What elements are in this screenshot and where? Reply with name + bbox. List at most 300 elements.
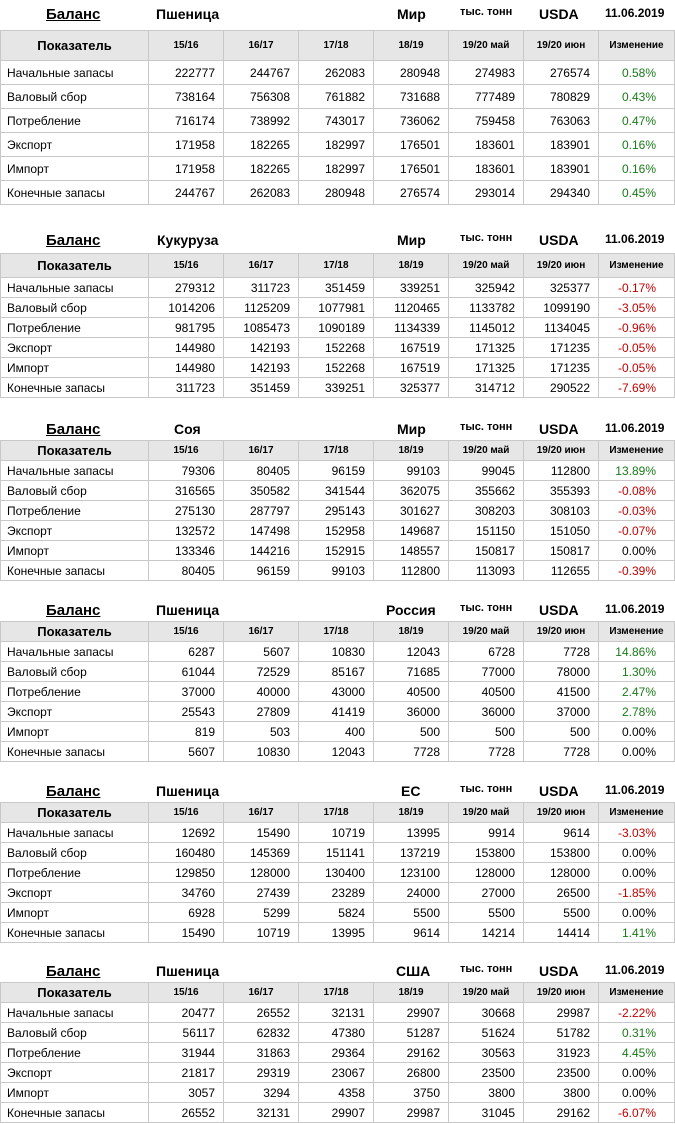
change-cell: -0.96% [599, 318, 675, 338]
value-cell: 80405 [149, 561, 224, 581]
balance-table [0, 982, 675, 1123]
value-cell: 182997 [299, 157, 374, 181]
source-label: USDA [539, 602, 579, 618]
value-cell: 31923 [524, 1043, 599, 1063]
value-cell: 294340 [524, 181, 599, 205]
value-cell: 280948 [299, 181, 374, 205]
column-header: 19/20 июн [524, 983, 599, 1003]
row-label: Конечные запасы [1, 1103, 149, 1123]
column-header: 18/19 [374, 803, 449, 823]
value-cell: 222777 [149, 61, 224, 85]
change-cell: -6.07% [599, 1103, 675, 1123]
crop-label: Пшеница [156, 6, 220, 22]
balance-label: Баланс [46, 783, 101, 800]
balance-label: Баланс [46, 6, 101, 23]
value-cell: 24000 [374, 883, 449, 903]
table-row [1, 1083, 675, 1103]
table-row [1, 109, 675, 133]
value-cell: 41419 [299, 702, 374, 722]
value-cell: 85167 [299, 662, 374, 682]
value-cell: 1014206 [149, 298, 224, 318]
table-header-row [1, 622, 675, 642]
change-cell: 2.78% [599, 702, 675, 722]
table-row [1, 461, 675, 481]
table-row [1, 157, 675, 181]
change-cell: 0.00% [599, 863, 675, 883]
change-cell: 1.41% [599, 923, 675, 943]
value-cell: 150817 [449, 541, 524, 561]
units-label: тыс. тонн [460, 963, 513, 975]
row-label: Валовый сбор [1, 843, 149, 863]
value-cell: 29364 [299, 1043, 374, 1063]
value-cell: 40000 [224, 682, 299, 702]
change-header: Изменение [599, 31, 675, 61]
column-header: 15/16 [149, 31, 224, 61]
column-header: 19/20 май [449, 983, 524, 1003]
row-label: Импорт [1, 541, 149, 561]
region-label: США [396, 963, 431, 979]
value-cell: 23067 [299, 1063, 374, 1083]
value-cell: 13995 [374, 823, 449, 843]
balance-label: Баланс [46, 602, 101, 619]
table-row [1, 1023, 675, 1043]
table-row [1, 133, 675, 157]
row-label: Потребление [1, 682, 149, 702]
change-cell: 0.16% [599, 157, 675, 181]
value-cell: 79306 [149, 461, 224, 481]
value-cell: 27439 [224, 883, 299, 903]
value-cell: 36000 [374, 702, 449, 722]
table-row [1, 642, 675, 662]
value-cell: 731688 [374, 85, 449, 109]
column-header: 17/18 [299, 254, 374, 278]
row-label: Потребление [1, 501, 149, 521]
value-cell: 129850 [149, 863, 224, 883]
value-cell: 262083 [299, 61, 374, 85]
column-header: 16/17 [224, 622, 299, 642]
balance-table [0, 30, 675, 205]
value-cell: 7728 [524, 742, 599, 762]
value-cell: 128000 [449, 863, 524, 883]
column-header: 19/20 май [449, 31, 524, 61]
value-cell: 77000 [449, 662, 524, 682]
value-cell: 1085473 [224, 318, 299, 338]
value-cell: 7728 [374, 742, 449, 762]
value-cell: 244767 [224, 61, 299, 85]
value-cell: 26800 [374, 1063, 449, 1083]
value-cell: 153800 [449, 843, 524, 863]
value-cell: 6728 [449, 642, 524, 662]
date-label: 11.06.2019 [605, 232, 665, 246]
value-cell: 1077981 [299, 298, 374, 318]
value-cell: 339251 [299, 378, 374, 398]
value-cell: 99103 [374, 461, 449, 481]
value-cell: 132572 [149, 521, 224, 541]
column-header: 15/16 [149, 983, 224, 1003]
crop-label: Соя [174, 421, 201, 437]
value-cell: 96159 [299, 461, 374, 481]
column-header: 17/18 [299, 803, 374, 823]
row-label: Импорт [1, 358, 149, 378]
value-cell: 152958 [299, 521, 374, 541]
value-cell: 295143 [299, 501, 374, 521]
value-cell: 3800 [524, 1083, 599, 1103]
value-cell: 41500 [524, 682, 599, 702]
value-cell: 72529 [224, 662, 299, 682]
value-cell: 171325 [449, 358, 524, 378]
value-cell: 3750 [374, 1083, 449, 1103]
balance-table [0, 253, 675, 398]
source-label: USDA [539, 421, 579, 437]
source-label: USDA [539, 783, 579, 799]
table-row [1, 903, 675, 923]
table-row [1, 501, 675, 521]
value-cell: 503 [224, 722, 299, 742]
table-header-row [1, 254, 675, 278]
value-cell: 182997 [299, 133, 374, 157]
region-label: ЕС [401, 783, 421, 799]
value-cell: 339251 [374, 278, 449, 298]
row-label: Начальные запасы [1, 278, 149, 298]
table-row [1, 61, 675, 85]
change-cell: -0.05% [599, 338, 675, 358]
units-label: тыс. тонн [460, 232, 513, 244]
value-cell: 262083 [224, 181, 299, 205]
value-cell: 7728 [449, 742, 524, 762]
value-cell: 7728 [524, 642, 599, 662]
value-cell: 1134045 [524, 318, 599, 338]
column-header: 17/18 [299, 441, 374, 461]
row-label: Экспорт [1, 521, 149, 541]
value-cell: 51624 [449, 1023, 524, 1043]
row-label: Начальные запасы [1, 823, 149, 843]
value-cell: 14414 [524, 923, 599, 943]
column-header: 16/17 [224, 983, 299, 1003]
change-header: Изменение [599, 803, 675, 823]
value-cell: 149687 [374, 521, 449, 541]
value-cell: 10830 [224, 742, 299, 762]
balance-label: Баланс [46, 232, 101, 249]
change-cell: -1.85% [599, 883, 675, 903]
value-cell: 819 [149, 722, 224, 742]
value-cell: 6928 [149, 903, 224, 923]
region-label: Мир [397, 6, 426, 22]
value-cell: 325942 [449, 278, 524, 298]
value-cell: 128000 [224, 863, 299, 883]
value-cell: 133346 [149, 541, 224, 561]
value-cell: 40500 [449, 682, 524, 702]
table-header-row [1, 441, 675, 461]
indicator-header: Показатель [1, 254, 149, 278]
value-cell: 151141 [299, 843, 374, 863]
value-cell: 151150 [449, 521, 524, 541]
value-cell: 27809 [224, 702, 299, 722]
row-label: Конечные запасы [1, 561, 149, 581]
value-cell: 1145012 [449, 318, 524, 338]
row-label: Начальные запасы [1, 642, 149, 662]
value-cell: 153800 [524, 843, 599, 863]
value-cell: 738992 [224, 109, 299, 133]
value-cell: 15490 [224, 823, 299, 843]
column-header: 19/20 июн [524, 441, 599, 461]
value-cell: 351459 [224, 378, 299, 398]
column-header: 19/20 май [449, 441, 524, 461]
value-cell: 144980 [149, 338, 224, 358]
value-cell: 3800 [449, 1083, 524, 1103]
value-cell: 183901 [524, 157, 599, 181]
column-header: 19/20 май [449, 254, 524, 278]
value-cell: 152268 [299, 358, 374, 378]
value-cell: 9614 [374, 923, 449, 943]
balance-table [0, 621, 675, 762]
row-label: Импорт [1, 157, 149, 181]
value-cell: 350582 [224, 481, 299, 501]
value-cell: 32131 [299, 1003, 374, 1023]
value-cell: 355393 [524, 481, 599, 501]
value-cell: 301627 [374, 501, 449, 521]
value-cell: 5607 [149, 742, 224, 762]
value-cell: 80405 [224, 461, 299, 481]
column-header: 19/20 июн [524, 803, 599, 823]
value-cell: 142193 [224, 338, 299, 358]
table-row [1, 722, 675, 742]
value-cell: 34760 [149, 883, 224, 903]
row-label: Импорт [1, 722, 149, 742]
row-label: Валовый сбор [1, 481, 149, 501]
change-cell: 0.58% [599, 61, 675, 85]
value-cell: 763063 [524, 109, 599, 133]
value-cell: 12043 [299, 742, 374, 762]
value-cell: 21817 [149, 1063, 224, 1083]
change-cell: 0.47% [599, 109, 675, 133]
region-label: Россия [386, 602, 436, 618]
value-cell: 5824 [299, 903, 374, 923]
value-cell: 29987 [374, 1103, 449, 1123]
value-cell: 171325 [449, 338, 524, 358]
value-cell: 137219 [374, 843, 449, 863]
table-row [1, 481, 675, 501]
value-cell: 5299 [224, 903, 299, 923]
row-label: Импорт [1, 903, 149, 923]
row-label: Валовый сбор [1, 85, 149, 109]
row-label: Экспорт [1, 883, 149, 903]
value-cell: 144216 [224, 541, 299, 561]
units-label: тыс. тонн [460, 421, 513, 433]
indicator-header: Показатель [1, 441, 149, 461]
region-label: Мир [397, 232, 426, 248]
value-cell: 314712 [449, 378, 524, 398]
table-row [1, 923, 675, 943]
table-row [1, 1043, 675, 1063]
table-row [1, 298, 675, 318]
change-header: Изменение [599, 254, 675, 278]
row-label: Начальные запасы [1, 61, 149, 85]
value-cell: 311723 [224, 278, 299, 298]
table-header-row [1, 983, 675, 1003]
row-label: Конечные запасы [1, 923, 149, 943]
value-cell: 1120465 [374, 298, 449, 318]
value-cell: 37000 [524, 702, 599, 722]
value-cell: 171235 [524, 358, 599, 378]
column-header: 19/20 июн [524, 254, 599, 278]
change-cell: -2.22% [599, 1003, 675, 1023]
crop-label: Пшеница [156, 602, 220, 618]
value-cell: 37000 [149, 682, 224, 702]
value-cell: 23500 [449, 1063, 524, 1083]
value-cell: 99103 [299, 561, 374, 581]
value-cell: 362075 [374, 481, 449, 501]
value-cell: 31863 [224, 1043, 299, 1063]
value-cell: 23289 [299, 883, 374, 903]
value-cell: 43000 [299, 682, 374, 702]
value-cell: 15490 [149, 923, 224, 943]
row-label: Конечные запасы [1, 378, 149, 398]
value-cell: 32131 [224, 1103, 299, 1123]
column-header: 16/17 [224, 31, 299, 61]
date-label: 11.06.2019 [605, 602, 665, 616]
units-label: тыс. тонн [460, 6, 513, 18]
change-cell: 0.00% [599, 1083, 675, 1103]
indicator-header: Показатель [1, 31, 149, 61]
table-row [1, 521, 675, 541]
balance-table [0, 802, 675, 943]
value-cell: 96159 [224, 561, 299, 581]
row-label: Потребление [1, 1043, 149, 1063]
value-cell: 29987 [524, 1003, 599, 1023]
table-row [1, 843, 675, 863]
table-row [1, 181, 675, 205]
row-label: Импорт [1, 1083, 149, 1103]
value-cell: 316565 [149, 481, 224, 501]
table-row [1, 378, 675, 398]
table-row [1, 742, 675, 762]
column-header: 18/19 [374, 254, 449, 278]
value-cell: 176501 [374, 157, 449, 181]
change-cell: 0.00% [599, 722, 675, 742]
balance-table [0, 440, 675, 581]
column-header: 16/17 [224, 254, 299, 278]
value-cell: 12692 [149, 823, 224, 843]
value-cell: 99045 [449, 461, 524, 481]
value-cell: 26500 [524, 883, 599, 903]
value-cell: 780829 [524, 85, 599, 109]
value-cell: 276574 [374, 181, 449, 205]
value-cell: 27000 [449, 883, 524, 903]
value-cell: 736062 [374, 109, 449, 133]
change-cell: -0.39% [599, 561, 675, 581]
change-cell: 0.16% [599, 133, 675, 157]
value-cell: 182265 [224, 157, 299, 181]
value-cell: 761882 [299, 85, 374, 109]
value-cell: 287797 [224, 501, 299, 521]
change-cell: 0.45% [599, 181, 675, 205]
value-cell: 1133782 [449, 298, 524, 318]
table-row [1, 318, 675, 338]
value-cell: 23500 [524, 1063, 599, 1083]
change-cell: 1.30% [599, 662, 675, 682]
value-cell: 5500 [524, 903, 599, 923]
value-cell: 171235 [524, 338, 599, 358]
value-cell: 152268 [299, 338, 374, 358]
value-cell: 31045 [449, 1103, 524, 1123]
date-label: 11.06.2019 [605, 783, 665, 797]
value-cell: 3057 [149, 1083, 224, 1103]
value-cell: 325377 [374, 378, 449, 398]
value-cell: 56117 [149, 1023, 224, 1043]
value-cell: 113093 [449, 561, 524, 581]
value-cell: 30563 [449, 1043, 524, 1063]
table-header-row [1, 31, 675, 61]
value-cell: 26552 [224, 1003, 299, 1023]
table-row [1, 561, 675, 581]
table-row [1, 883, 675, 903]
value-cell: 6287 [149, 642, 224, 662]
value-cell: 500 [524, 722, 599, 742]
value-cell: 183901 [524, 133, 599, 157]
table-row [1, 662, 675, 682]
value-cell: 500 [374, 722, 449, 742]
column-header: 15/16 [149, 803, 224, 823]
indicator-header: Показатель [1, 803, 149, 823]
change-header: Изменение [599, 622, 675, 642]
value-cell: 176501 [374, 133, 449, 157]
value-cell: 148557 [374, 541, 449, 561]
value-cell: 29319 [224, 1063, 299, 1083]
value-cell: 275130 [149, 501, 224, 521]
table-row [1, 863, 675, 883]
value-cell: 29907 [374, 1003, 449, 1023]
value-cell: 61044 [149, 662, 224, 682]
value-cell: 1099190 [524, 298, 599, 318]
table-header-row [1, 803, 675, 823]
column-header: 19/20 июн [524, 31, 599, 61]
region-label: Мир [397, 421, 426, 437]
value-cell: 10719 [299, 823, 374, 843]
value-cell: 3294 [224, 1083, 299, 1103]
change-cell: -3.05% [599, 298, 675, 318]
value-cell: 78000 [524, 662, 599, 682]
column-header: 16/17 [224, 441, 299, 461]
value-cell: 25543 [149, 702, 224, 722]
value-cell: 142193 [224, 358, 299, 378]
value-cell: 10830 [299, 642, 374, 662]
change-cell: 13.89% [599, 461, 675, 481]
change-cell: 14.86% [599, 642, 675, 662]
change-cell: -0.03% [599, 501, 675, 521]
value-cell: 29162 [524, 1103, 599, 1123]
crop-label: Пшеница [156, 963, 220, 979]
change-cell: 0.00% [599, 742, 675, 762]
value-cell: 167519 [374, 338, 449, 358]
column-header: 19/20 май [449, 622, 524, 642]
change-cell: -7.69% [599, 378, 675, 398]
value-cell: 171958 [149, 133, 224, 157]
value-cell: 26552 [149, 1103, 224, 1123]
value-cell: 167519 [374, 358, 449, 378]
value-cell: 5500 [374, 903, 449, 923]
value-cell: 293014 [449, 181, 524, 205]
value-cell: 274983 [449, 61, 524, 85]
row-label: Экспорт [1, 702, 149, 722]
change-cell: -0.08% [599, 481, 675, 501]
units-label: тыс. тонн [460, 783, 513, 795]
column-header: 18/19 [374, 441, 449, 461]
value-cell: 29907 [299, 1103, 374, 1123]
value-cell: 355662 [449, 481, 524, 501]
value-cell: 738164 [149, 85, 224, 109]
value-cell: 981795 [149, 318, 224, 338]
change-cell: -0.05% [599, 358, 675, 378]
